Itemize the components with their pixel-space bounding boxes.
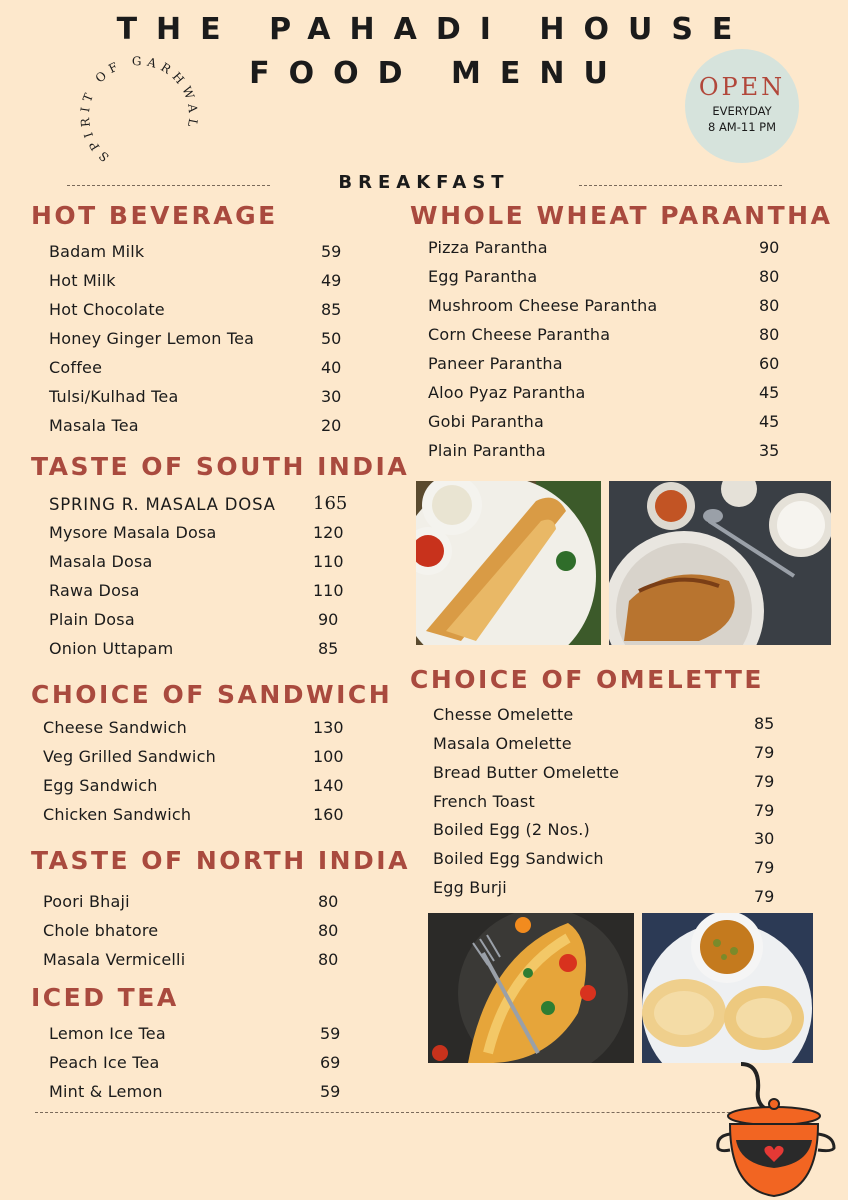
menu-item-name: Honey Ginger Lemon Tea [49,329,255,348]
menu-title-line2: FOOD MENU [249,56,627,91]
section-title-north-india: TASTE OF NORTH INDIA [31,846,410,875]
menu-item-name: Boiled Egg Sandwich [433,849,604,868]
menu-item-name: Coffee [49,358,103,377]
menu-item-name: Pizza Parantha [428,238,548,257]
menu-item-name: Gobi Parantha [428,412,544,431]
menu-item-name: Masala Omelette [433,734,572,753]
open-hours-badge [685,49,799,163]
menu-item-name: Rawa Dosa [49,581,140,600]
open-days: EVERYDAY [712,104,772,118]
svg-text:SPIRIT OF GARHWAL [78,54,201,164]
menu-item-price: 79 [754,772,775,791]
omelette-photo [428,913,634,1063]
menu-item-price: 35 [759,441,780,460]
menu-item-name: Tulsi/Kulhad Tea [49,387,179,406]
menu-item-price: 79 [754,801,775,820]
menu-item-price: 40 [321,358,342,377]
menu-item-price: 79 [754,887,775,906]
menu-item-name: Egg Sandwich [43,776,158,795]
menu-item-name: Chole bhatore [43,921,159,940]
section-title-omelette: CHOICE OF OMELETTE [410,665,764,694]
menu-item-price: 160 [313,805,344,824]
menu-item-name: Cheese Sandwich [43,718,187,737]
poori-bhaji-photo [642,913,813,1063]
parantha-photo [609,481,831,645]
open-label: OPEN [698,73,786,101]
menu-item-price: 80 [759,267,780,286]
menu-item-name: Mysore Masala Dosa [49,523,217,542]
spirit-of-garhwal-seal [72,52,202,182]
menu-item-price: 80 [318,892,339,911]
menu-item-price: 69 [320,1053,341,1072]
menu-item-price: 110 [313,552,344,571]
menu-item-price: 45 [759,412,780,431]
menu-item-name: Boiled Egg (2 Nos.) [433,820,590,839]
menu-item-price: 45 [759,383,780,402]
menu-item-price: 80 [759,325,780,344]
menu-item-name: Hot Chocolate [49,300,165,319]
menu-item-name: French Toast [433,792,535,811]
menu-item-name: Onion Uttapam [49,639,174,658]
menu-item-price: 110 [313,581,344,600]
menu-item-price: 80 [318,921,339,940]
menu-item-name: Plain Parantha [428,441,546,460]
menu-item-price: 79 [754,858,775,877]
menu-item-name: SPRING R. MASALA DOSA [49,495,276,514]
menu-item-price: 50 [321,329,342,348]
menu-item-name: Corn Cheese Parantha [428,325,611,344]
menu-item-name: Egg Parantha [428,267,538,286]
menu-item-price: 59 [320,1082,341,1101]
menu-item-name: Chesse Omelette [433,705,574,724]
menu-item-name: Masala Dosa [49,552,153,571]
section-title-hot-beverage: HOT BEVERAGE [31,201,278,230]
section-title-iced-tea: ICED TEA [31,983,179,1012]
menu-item-price: 59 [320,1024,341,1043]
menu-item-price: 20 [321,416,342,435]
dosa-photo [416,481,601,645]
menu-item-price: 49 [321,271,342,290]
menu-item-price: 90 [318,610,339,629]
menu-item-name: Peach Ice Tea [49,1053,160,1072]
menu-item-price: 85 [754,714,775,733]
menu-item-name: Lemon Ice Tea [49,1024,166,1043]
open-hours: 8 AM-11 PM [707,120,777,134]
menu-item-name: Mint & Lemon [49,1082,163,1101]
menu-item-price: 85 [318,639,339,658]
menu-item-price: 120 [313,523,344,542]
menu-item-price: 59 [321,242,342,261]
menu-item-price: 85 [321,300,342,319]
menu-item-name: Mushroom Cheese Parantha [428,296,658,315]
menu-item-name: Veg Grilled Sandwich [43,747,216,766]
menu-item-price: 30 [754,829,775,848]
menu-item-price: 140 [313,776,344,795]
menu-item-price: 30 [321,387,342,406]
section-title-whole-wheat-parantha: WHOLE WHEAT PARANTHA [410,201,833,230]
menu-item-name: Paneer Parantha [428,354,563,373]
menu-item-price: 130 [313,718,344,737]
meal-heading: BREAKFAST [338,172,510,193]
menu-item-price: 60 [759,354,780,373]
menu-item-price: 80 [759,296,780,315]
menu-item-price: 100 [313,747,344,766]
menu-item-name: Hot Milk [49,271,116,290]
menu-title-line1: THE PAHADI HOUSE [116,12,752,47]
cooking-pot-icon [708,1060,848,1200]
menu-item-name: Bread Butter Omelette [433,763,620,782]
menu-item-name: Masala Vermicelli [43,950,186,969]
section-title-south-india: TASTE OF SOUTH INDIA [31,452,410,481]
seal-text: SPIRIT OF GARHWAL [77,54,201,165]
menu-item-name: Egg Burji [433,878,507,897]
menu-item-name: Badam Milk [49,242,145,261]
divider-bottom [35,1112,775,1113]
menu-item-price: 79 [754,743,775,762]
section-title-sandwich: CHOICE OF SANDWICH [31,680,393,709]
menu-item-name: Poori Bhaji [43,892,130,911]
menu-item-name: Chicken Sandwich [43,805,192,824]
menu-item-name: Masala Tea [49,416,139,435]
menu-item-price: 165 [313,493,348,514]
menu-item-price: 80 [318,950,339,969]
menu-item-price: 90 [759,238,780,257]
menu-item-name: Aloo Pyaz Parantha [428,383,586,402]
menu-item-name: Plain Dosa [49,610,135,629]
